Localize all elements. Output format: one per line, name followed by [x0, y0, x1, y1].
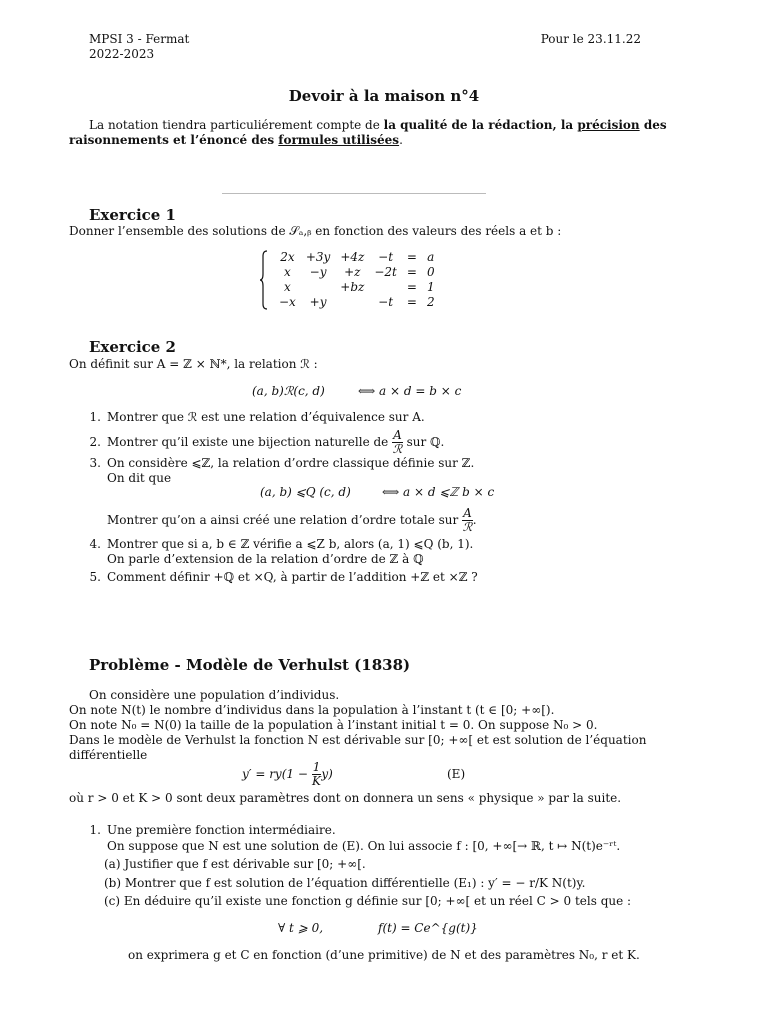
problem-question-1: 1. Une première fonction intermédiaire. [89, 823, 336, 837]
exercise-2-title: Exercice 2 [89, 338, 176, 356]
relation-left: (a, b)ℛ(c, d) [252, 384, 325, 398]
question-2: 2. Montrer qu’il existe une bijection naturelle de $\frac{A}{\text{ℛ}}$ sur ℚ. [89, 428, 445, 456]
question-5: 5. Comment définir +ℚ et ×Q, à partir de l’addition +ℤ et ×ℤ ? [89, 570, 478, 584]
forall-condition: ∀ t ⩾ 0, [278, 921, 324, 935]
problem-question-1a: (a) Justifier que f est dérivable sur [0; +∞[. [104, 857, 366, 871]
question-1: 1. Montrer que ℛ est une relation d’équivalence sur A. [89, 410, 425, 424]
school-year: 2022-2023 [89, 47, 155, 61]
question-4: 4. Montrer que si a, b ∈ ℤ vérifie a ⩽Z b, alors (a, 1) ⩽Q (b, 1). [89, 537, 474, 551]
class-label: MPSI 3 - Fermat [89, 32, 190, 46]
question-3-task: Montrer qu’on a ainsi créé une relation d’ordre totale sur $\frac{A}{\text{ℛ}}$ . [107, 506, 477, 534]
problem-question-1b: (b) Montrer que f est solution de l’équation différentielle (E₁) : y′ = − r/K N(t)y. [104, 876, 586, 890]
due-date: Pour le 23.11.22 [540, 32, 641, 46]
system-table [274, 250, 440, 310]
question-4-note: On parle d’extension de la relation d’ordre de ℤ à ℚ [107, 552, 424, 566]
problem-final-instruction: on exprimera g et C en fonction (d’une primitive) de N et des paramètres N₀, r et K. [128, 948, 640, 962]
separator-rule [222, 193, 486, 194]
left-brace [260, 250, 268, 310]
problem-line-4: Dans le modèle de Verhulst la fonction N est dérivable sur [0; +∞[ et est solution de l’équation [69, 733, 647, 747]
system-row: 2x +3y +4z −t = a [280, 250, 435, 264]
order-relation-left: (a, b) ⩽Q (c, d) [260, 485, 351, 499]
problem-line-6: où r > 0 et K > 0 sont deux paramètres dont on donnera un sens « physique » par la suite. [69, 791, 622, 805]
system-row: x +bz = 1 [284, 280, 435, 294]
problem-line-1: On considère une population d’individus. [89, 688, 340, 702]
intro-line-1: La notation tiendra particuliérement compte de la qualité de la rédaction, la précision des [89, 118, 667, 132]
problem-line-3: On note N₀ = N(0) la taille de la population à l’instant initial t = 0. On suppose N₀ > 0. [69, 718, 598, 732]
page-title: Devoir à la maison n°4 [288, 87, 480, 105]
quotient-fraction: $\frac{A}{\text{ℛ}}$ [462, 506, 473, 534]
exercise-1-title: Exercice 1 [89, 206, 176, 224]
equation-tag: (E) [447, 767, 466, 781]
system-row: x −y +z −2t = 0 [284, 265, 435, 279]
f-expression: f(t) = Ce^{g(t)} [378, 921, 478, 935]
order-relation-right: ⟺ a × d ⩽ℤ b × c [382, 485, 495, 499]
problem-question-1c: (c) En déduire qu’il existe une fonction g définie sur [0; +∞[ et un réel C > 0 tels que : [104, 894, 632, 908]
exercise-2-definition: On définit sur A = ℤ × ℕ*, la relation ℛ : [69, 357, 318, 371]
verhulst-equation: y′ = ry(1 − $\frac{1}{K}$ y) [242, 760, 333, 788]
problem-title: Problème - Modèle de Verhulst (1838) [89, 656, 411, 674]
relation-right: ⟺ a × d = b × c [358, 384, 462, 398]
question-3-intro: On dit que [107, 471, 172, 485]
problem-question-1-text: On suppose que N est une solution de (E). On lui associe f : [0, +∞[→ ℝ, t ↦ N(t)e⁻ʳᵗ. [107, 839, 621, 853]
quotient-fraction: $\frac{A}{\text{ℛ}}$ [392, 428, 403, 456]
problem-line-2: On note N(t) le nombre d’individus dans la population à l’instant t (t ∈ [0; +∞[). [69, 703, 555, 717]
intro-line-2: raisonnements et l’énoncé des formules utilisées. [69, 133, 403, 147]
problem-line-5: différentielle [69, 748, 148, 762]
question-3: 3. On considère ⩽ℤ, la relation d’ordre classique définie sur ℤ. [89, 456, 475, 470]
exercise-1-statement: Donner l’ensemble des solutions de 𝒮ₐ,ᵦ en fonction des valeurs des réels a et b : [69, 224, 562, 238]
equation-fraction: $\frac{1}{K}$ [312, 760, 321, 788]
system-row: −x +y −t = 2 [279, 295, 435, 309]
